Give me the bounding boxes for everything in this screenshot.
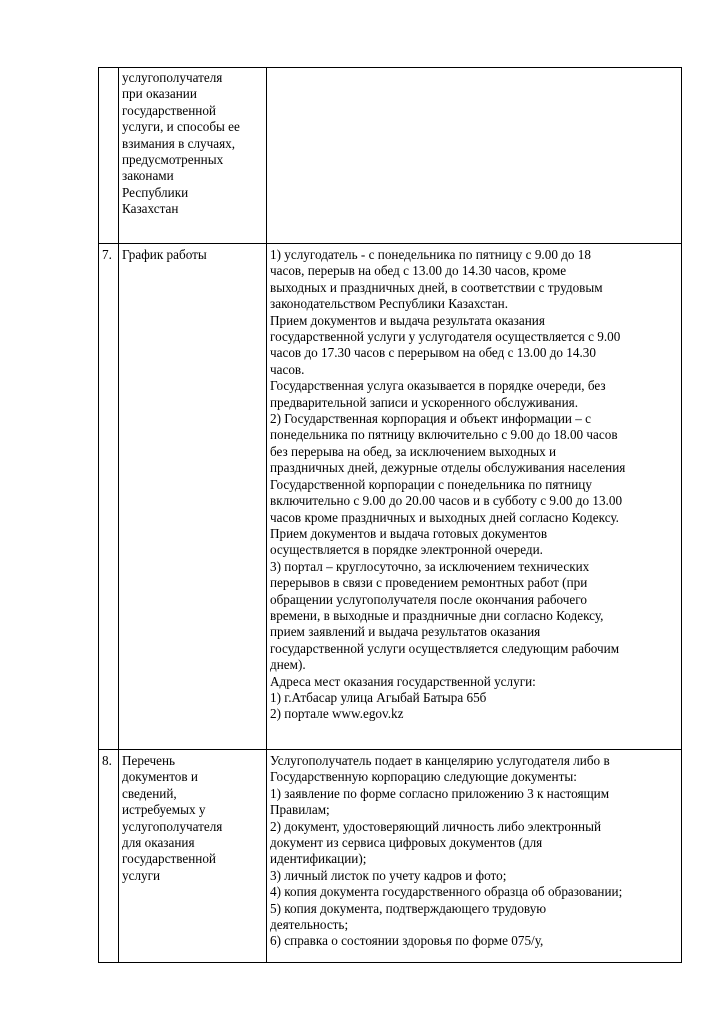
services-table [98,67,682,963]
row-body-line: часов кроме праздничных и выходных дней согласно Кодексу. [270,509,619,525]
row-body-line: Прием документов и выдача готовых документов [270,525,548,541]
row-name-line: для оказания [122,835,195,851]
row-body-line: государственной услуги у услугодателя осуществляется с 9.00 [270,329,621,345]
row-body-line: 3) портал – круглосуточно, за исключением технических [270,558,590,574]
table-row [99,244,682,750]
row-name-line: сведений, [122,785,177,801]
row-body-line: документ из сервиса цифровых документов (для [270,835,543,851]
row-number [99,68,119,244]
row-body-line: Адреса мест оказания государственной услуги: [270,673,536,689]
row-body-line: 5) копия документа, подтверждающего трудовую [270,900,547,916]
row-body-line: часов, перерыв на обед с 13.00 до 14.30 часов, кроме [270,263,567,279]
row-name-line: услугополучателя [122,818,223,834]
row-name-line: при оказании [122,86,197,102]
row-body-line: обращении услугополучателя после окончания рабочего [270,591,587,607]
row-body-line: Прием документов и выдача результата оказания [270,312,545,328]
row-name-line: услугополучателя [122,70,223,85]
row-body-line: праздничных дней, дежурные отделы обслуживания населения [270,460,626,476]
row-name-line: государственной [122,102,216,118]
row-name-line: услуги [122,867,161,883]
row-body-line: включительно с 9.00 до 20.00 часов и в субботу с 9.00 до 13.00 [270,493,623,509]
row-body-line: 4) копия документа государственного образца об образовании; [270,884,623,900]
row-name-cell [119,68,267,244]
row-body-line: понедельника по пятницу включительно с 9.00 до 18.00 часов [270,427,618,443]
row-name-line: законами [122,168,174,184]
row-body-line: выходных и праздничных дней, в соответствии с трудовым [270,279,603,295]
row-body-line: 6) справка о состоянии здоровья по форме 075/у, [270,933,544,949]
row-name-cell [119,244,267,750]
row-name-line: Республики [122,184,189,200]
row-body-line: Правилам; [270,802,330,818]
table-row [99,68,682,244]
row-name-cell [119,750,267,963]
table-row [99,750,682,963]
row-name-line: предусмотренных [122,152,224,168]
row-body-line: Государственную корпорацию следующие документы: [270,769,577,785]
row-body-line: 2) документ, удостоверяющий личность либо электронный [270,818,602,834]
row-name-line: истребуемых у [122,802,206,818]
row-body-line: без перерыва на обед, за исключением выходных и [270,443,557,459]
row-body-line: 2) Государственная корпорация и объект информации – с [270,411,591,427]
row-body-line: прием заявлений и выдача результатов оказания [270,624,541,640]
row-body-line: государственной услуги осуществляется следующим рабочим [270,640,620,656]
row-body-line: Государственной корпорации с понедельника по пятницу [270,476,592,492]
row-body-cell [267,68,682,244]
row-body-line: деятельность; [270,917,349,933]
row-body-line: Услугополучатель подает в канцелярию услугодателя либо в [270,753,610,768]
row-body-line: идентификации); [270,851,367,867]
row-body-line: 1) услугодатель - с понедельника по пятницу с 9.00 до 18 [270,247,591,262]
row-body-line: законодательством Республики Казахстан. [270,296,509,312]
row-name-line: взимания в случаях, [122,135,236,151]
row-body-line: Государственная услуга оказывается в порядке очереди, без [270,378,606,394]
row-body-line: часов. [270,361,305,377]
row-body-line: днем). [270,657,306,673]
row-body-line: перерывов в связи с проведением ремонтных работ (при [270,575,588,591]
row-name-line: услуги, и способы ее [122,119,240,135]
row-body-line: 1) г.Атбасар улица Агыбай Батыра 65б [270,689,487,705]
row-body-line: 2) портале www.egov.kz [270,706,404,722]
row-body-line: часов до 17.30 часов с перерывом на обед с 13.00 до 14.30 [270,345,596,361]
row-body-line: предварительной записи и ускоренного обслуживания. [270,394,578,410]
row-name-line: График работы [122,247,207,262]
row-name-line: государственной [122,851,216,867]
row-body-line: времени, в выходные и праздничные дни согласно Кодексу, [270,607,604,623]
row-number: 8. [99,750,119,963]
row-body-line: осуществляется в порядке электронной очереди. [270,542,543,558]
row-body-line: 3) личный листок по учету кадров и фото; [270,867,507,883]
row-body-line: 1) заявление по форме согласно приложению 3 к настоящим [270,785,610,801]
row-name-line: документов и [122,769,198,785]
row-name-line: Казахстан [122,201,179,217]
row-name-line: Перечень [122,753,176,768]
row-body-cell [267,244,682,750]
row-body-cell [267,750,682,963]
row-number: 7. [99,244,119,750]
